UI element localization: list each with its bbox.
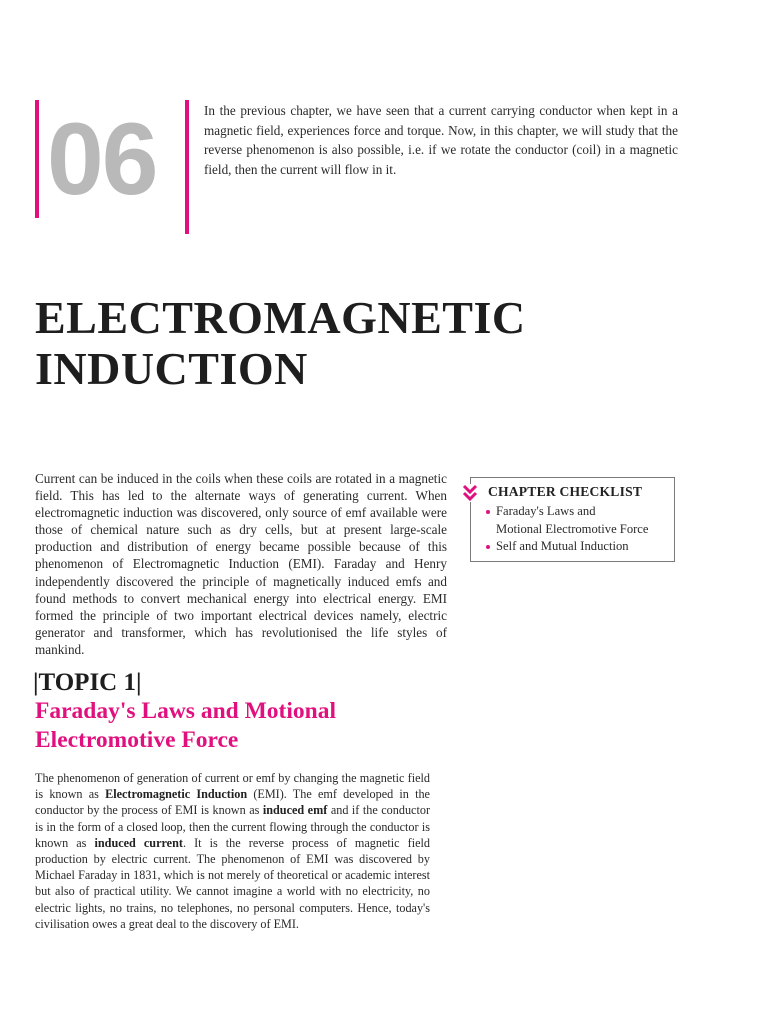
checklist-item-text: Motional Electromotive Force xyxy=(496,521,649,536)
checklist-item xyxy=(485,503,648,521)
topic-title-line-2: Electromotive Force xyxy=(35,727,239,753)
topic-label: |TOPIC 1| xyxy=(33,669,142,696)
text-run: The phenomenon of generation of current or emf by changing the magnetic field is known as xyxy=(35,771,430,802)
checklist-title: CHAPTER CHECKLIST xyxy=(488,484,643,499)
chapter-title-line-2: INDUCTION xyxy=(35,343,308,394)
text-run: and if the conductor is in the form of a closed loop, then the current flowing through the conductor is known as xyxy=(35,803,430,850)
checklist-item-continuation xyxy=(485,521,648,539)
chapter-title-line-1: ELECTROMAGNETIC xyxy=(35,292,526,343)
topic-paragraph xyxy=(35,770,430,932)
chapter-number: 06 xyxy=(47,102,157,216)
text-run: . It is the reverse process of magnetic field production by electric current. The phenomenon of EMI was discovered by Michael Faraday in 1831, which is not merely of theoretical or academic interest but also of practical utility. We cannot imagine a world with no electricity, no electric lights, no trains, no telephones, no personal computers. Hence, today's civilisation owes a great deal to the discovery of EMI. xyxy=(35,835,430,931)
body-paragraph: Current can be induced in the coils when these coils are rotated in a magnetic field. This has led to the alternate ways of generating current. When electromagnetic induction was discovered, only source of emf available were those of chemical nature such as dry cells, but at present large-scale production and distribution of energy became possible because of this phenomenon of Electromagnetic Induction (EMI). Faraday and Henry independently discovered the principle of magnetically induced emfs and found methods to convert mechanical energy into electrical energy. EMI formed the principle of two important electrical devices namely, electric generator and transformer, which has revolutionised the life styles of mankind. xyxy=(35,471,447,657)
chapter-bar-left xyxy=(35,100,39,218)
checklist-item-text: Self and Mutual Induction xyxy=(496,539,629,553)
bold-term: induced current xyxy=(94,835,183,850)
chapter-title xyxy=(35,292,595,394)
checklist-item xyxy=(485,538,648,556)
text-run: (EMI). The emf developed in the conductor by the process of EMI is known as xyxy=(35,787,430,818)
bullet-icon xyxy=(486,510,490,514)
bold-term: Electromagnetic Induction xyxy=(105,787,248,802)
topic-title xyxy=(35,697,415,755)
double-chevron-down-icon xyxy=(462,484,478,502)
chapter-checklist-box xyxy=(470,477,675,562)
bold-term: induced emf xyxy=(262,803,328,818)
checklist-list xyxy=(485,503,648,556)
chapter-intro: In the previous chapter, we have seen that a current carrying conductor when kept in a magnetic field, experiences force and torque. Now, in this chapter, we will study that the reverse phenomenon is also possible, i.e. if we rotate the conductor (coil) in a magnetic field, then the current will flow in it. xyxy=(204,103,678,177)
bullet-icon xyxy=(486,545,490,549)
topic-title-line-1: Faraday's Laws and Motional xyxy=(35,698,336,724)
chapter-bar-right xyxy=(185,100,189,234)
checklist-item-text: Faraday's Laws and xyxy=(496,504,596,518)
